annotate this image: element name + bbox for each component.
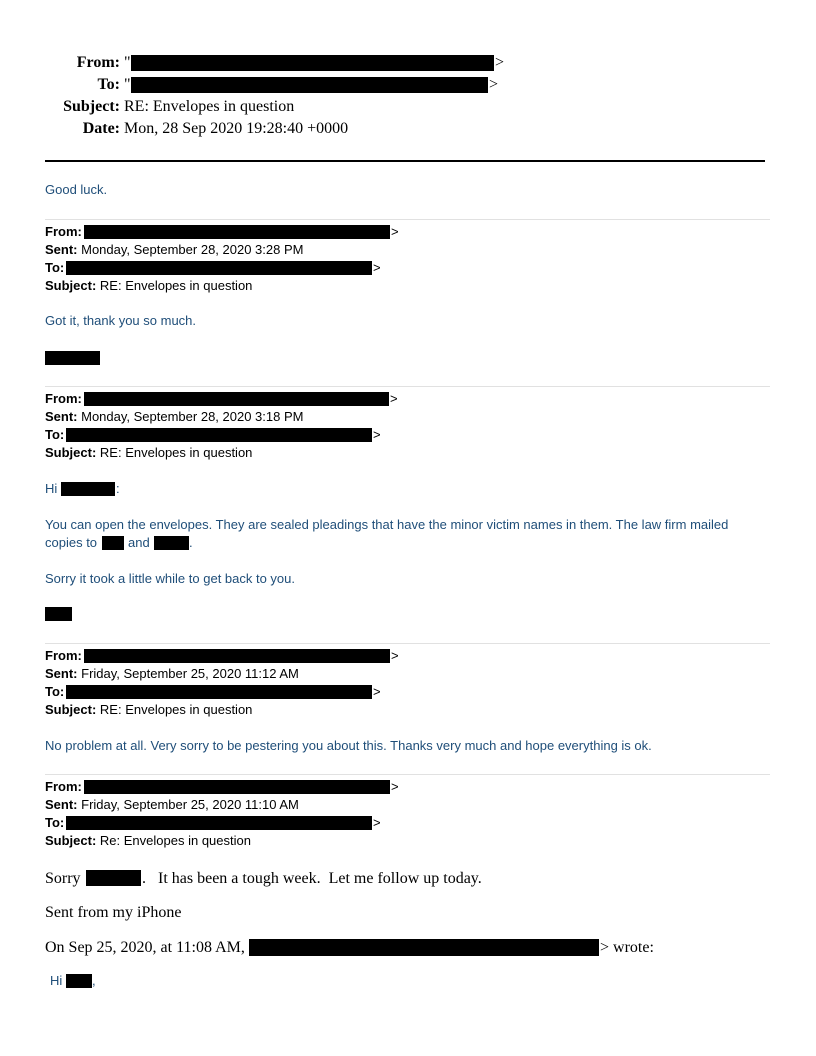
quoted-to-label: To: (45, 815, 65, 830)
quoted-subject-row (45, 278, 252, 293)
quoted-subject-value: Re: Envelopes in question (99, 833, 251, 848)
message-separator (45, 774, 770, 775)
header-from-prefix: " (124, 54, 131, 71)
quoted-subject-row (45, 445, 252, 460)
quoted-from-label: From: (45, 648, 82, 663)
quoted-from-label: From: (45, 391, 82, 406)
header-date-value: Mon, 28 Sep 2020 19:28:40 +0000 (124, 120, 349, 137)
quoted-subject-value: RE: Envelopes in question (99, 445, 253, 460)
quoted-sent-label: Sent: (45, 242, 78, 257)
quoted-greeting-suffix: , (92, 973, 96, 988)
quoted-sent-row (45, 797, 299, 812)
quoted-subject-label: Subject: (45, 702, 97, 717)
message-body: No problem at all. Very sorry to be pestering you about this. Thanks very much and hope everything is ok. (45, 738, 652, 753)
message-body-line: copies to (45, 535, 98, 550)
message-body-line: Sorry it took a little while to get back to you. (45, 571, 296, 586)
header-from-row (45, 54, 131, 72)
redaction-box (66, 428, 372, 442)
message-separator (45, 219, 770, 220)
quoted-to-label: To: (45, 427, 65, 442)
redaction-box (84, 649, 390, 663)
quoted-subject-label: Subject: (45, 833, 97, 848)
quoted-greeting-prefix: Hi (50, 973, 63, 988)
message-body-line: . (189, 535, 193, 550)
message-separator (45, 643, 770, 644)
quoted-sent-value: Monday, September 28, 2020 3:28 PM (81, 242, 304, 257)
quoted-to-label: To: (45, 260, 65, 275)
header-subject-row (45, 98, 294, 116)
final-line3-suffix: > wrote: (600, 939, 654, 956)
quoted-from-suffix: > (391, 779, 399, 794)
header-subject-value: RE: Envelopes in question (124, 98, 295, 115)
greeting-prefix: Hi (45, 481, 58, 496)
message-separator (45, 386, 770, 387)
quoted-from-row (45, 779, 82, 794)
message-body: Got it, thank you so much. (45, 313, 197, 328)
quoted-to-suffix: > (373, 815, 381, 830)
quoted-sent-label: Sent: (45, 409, 78, 424)
quoted-from-row (45, 391, 82, 406)
redaction-box (66, 816, 372, 830)
redaction-box (61, 482, 115, 496)
quoted-from-suffix: > (391, 224, 399, 239)
redaction-box (45, 607, 72, 621)
quoted-subject-row (45, 702, 252, 717)
quoted-sent-row (45, 409, 303, 424)
quoted-subject-row (45, 833, 251, 848)
quoted-subject-value: RE: Envelopes in question (99, 278, 253, 293)
message-body: Good luck. (45, 182, 108, 197)
quoted-to-row (45, 427, 64, 442)
quoted-sent-label: Sent: (45, 797, 78, 812)
quoted-subject-label: Subject: (45, 445, 97, 460)
quoted-from-label: From: (45, 224, 82, 239)
header-to-row (45, 76, 131, 94)
header-from-label: From: (76, 54, 120, 71)
header-subject-label: Subject: (63, 98, 120, 115)
quoted-subject-value: RE: Envelopes in question (99, 702, 253, 717)
quoted-to-suffix: > (373, 427, 381, 442)
quoted-to-label: To: (45, 684, 65, 699)
quoted-from-row (45, 224, 82, 239)
redaction-box (84, 780, 390, 794)
quoted-from-label: From: (45, 779, 82, 794)
quoted-sent-label: Sent: (45, 666, 78, 681)
final-line2: Sent from my iPhone (45, 904, 182, 921)
redaction-box (84, 225, 390, 239)
header-to-suffix: > (489, 76, 499, 93)
header-to-prefix: " (124, 76, 131, 93)
quoted-sent-row (45, 242, 303, 257)
message-body-line: and (128, 535, 150, 550)
quoted-to-suffix: > (373, 260, 381, 275)
header-from-suffix: > (495, 54, 505, 71)
final-line1-prefix: Sorry (45, 870, 81, 887)
redaction-box (66, 685, 372, 699)
redaction-box (249, 939, 599, 956)
quoted-subject-label: Subject: (45, 278, 97, 293)
quoted-sent-value: Friday, September 25, 2020 11:10 AM (81, 797, 299, 812)
redaction-box (102, 536, 124, 550)
redaction-box (131, 77, 488, 93)
redaction-box (154, 536, 189, 550)
quoted-sent-value: Monday, September 28, 2020 3:18 PM (81, 409, 304, 424)
redaction-box (66, 974, 92, 988)
redaction-box (84, 392, 389, 406)
quoted-sent-row (45, 666, 299, 681)
greeting-suffix: : (116, 481, 120, 496)
header-to-label: To: (97, 76, 120, 93)
final-line3-prefix: On Sep 25, 2020, at 11:08 AM, (45, 939, 245, 956)
redaction-box (45, 351, 100, 365)
redaction-box (86, 870, 141, 886)
quoted-to-row (45, 260, 64, 275)
header-date-row (45, 120, 348, 138)
redaction-box (66, 261, 372, 275)
quoted-to-row (45, 684, 64, 699)
message-body-line: You can open the envelopes. They are sealed pleadings that have the minor victim names in them. The law firm mailed (45, 517, 729, 532)
redaction-box (131, 55, 494, 71)
quoted-sent-value: Friday, September 25, 2020 11:12 AM (81, 666, 299, 681)
header-divider (45, 160, 765, 162)
header-date-label: Date: (82, 120, 120, 137)
quoted-from-suffix: > (391, 648, 399, 663)
quoted-from-suffix: > (390, 391, 398, 406)
quoted-to-row (45, 815, 64, 830)
quoted-to-suffix: > (373, 684, 381, 699)
final-line1-suffix: . It has been a tough week. Let me follow up today. (142, 870, 482, 887)
quoted-from-row (45, 648, 82, 663)
